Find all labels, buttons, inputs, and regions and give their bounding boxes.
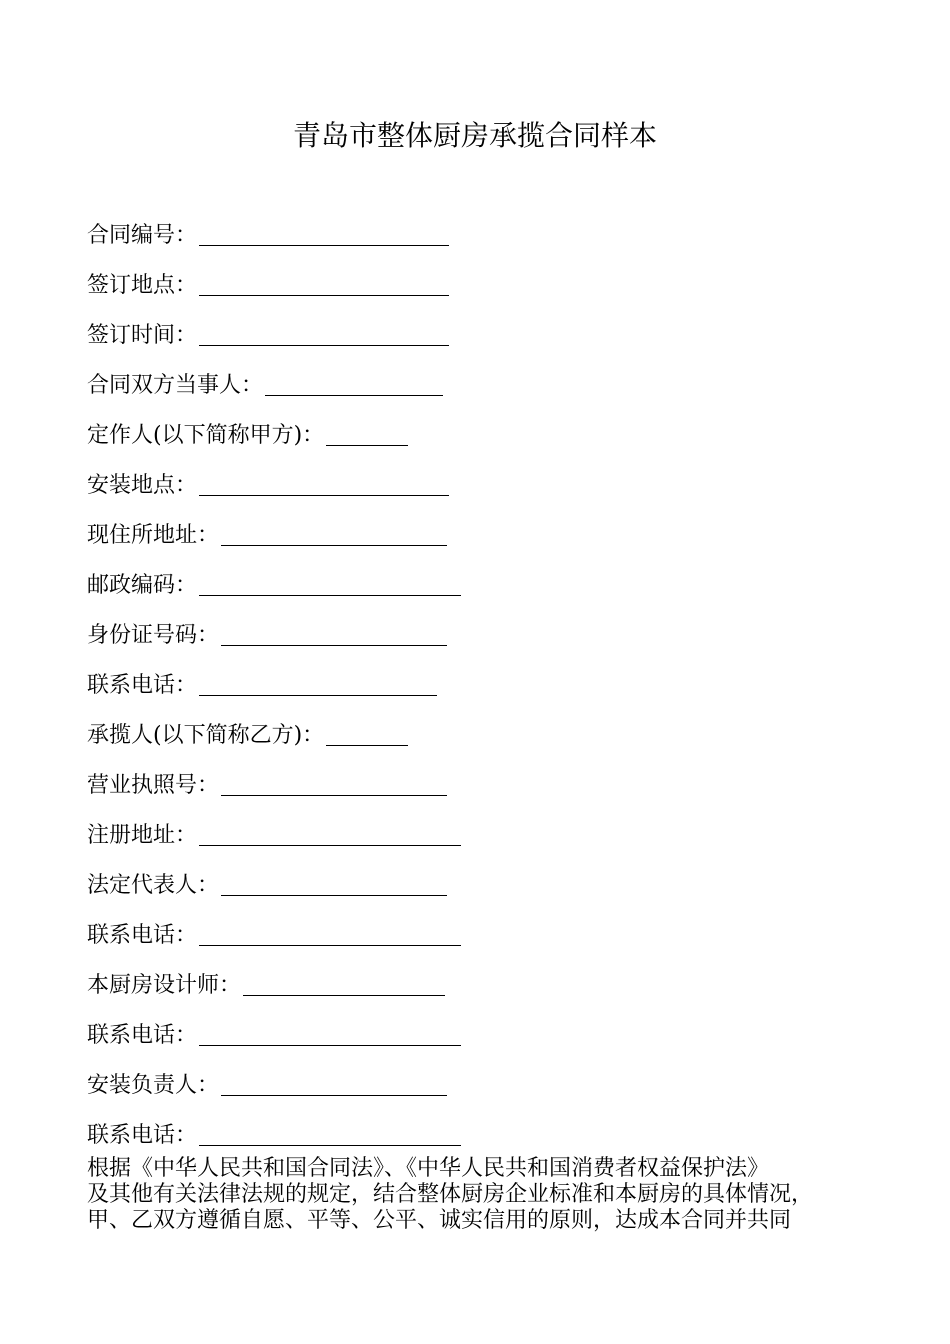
field-label: 安装负责人： [87, 1073, 220, 1098]
field-label: 法定代表人： [87, 873, 220, 898]
blank-line[interactable] [199, 818, 461, 846]
blank-line[interactable] [265, 368, 443, 396]
blank-line[interactable] [221, 868, 447, 896]
field-id-number [87, 618, 867, 668]
field-install-location [87, 468, 867, 518]
field-label: 安装地点： [87, 473, 198, 498]
field-contract-number [87, 218, 867, 268]
blank-line[interactable] [326, 718, 408, 746]
blank-line[interactable] [199, 668, 437, 696]
field-registered-address [87, 818, 867, 868]
field-label: 联系电话： [87, 923, 198, 948]
blank-line[interactable] [221, 618, 447, 646]
blank-line[interactable] [199, 468, 449, 496]
field-label: 营业执照号： [87, 773, 220, 798]
field-phone-b [87, 918, 867, 968]
field-label: 合同编号： [87, 223, 198, 248]
field-label: 现住所地址： [87, 523, 220, 548]
field-parties [87, 368, 867, 418]
field-designer-phone [87, 1018, 867, 1068]
field-label: 联系电话： [87, 673, 198, 698]
preamble-line: 根据《中华人民共和国合同法》、《中华人民共和国消费者权益保护法》 [87, 1156, 770, 1181]
field-label: 本厨房设计师： [87, 973, 242, 998]
blank-line[interactable] [199, 318, 449, 346]
field-label: 承揽人(以下简称乙方)： [87, 723, 325, 748]
field-license-number [87, 768, 867, 818]
field-signing-time [87, 318, 867, 368]
field-legal-representative [87, 868, 867, 918]
field-label: 签订地点： [87, 273, 198, 298]
field-label: 合同双方当事人： [87, 373, 264, 398]
field-signing-place [87, 268, 867, 318]
blank-line[interactable] [199, 1018, 461, 1046]
blank-line[interactable] [221, 1068, 447, 1096]
field-label: 签订时间： [87, 323, 198, 348]
field-label: 身份证号码： [87, 623, 220, 648]
blank-line[interactable] [221, 518, 447, 546]
preamble-paragraph [87, 1156, 867, 1234]
document-title: 青岛市整体厨房承揽合同样本 [292, 119, 657, 152]
field-postal-code [87, 568, 867, 618]
field-label: 联系电话： [87, 1023, 198, 1048]
field-label: 注册地址： [87, 823, 198, 848]
preamble-line: 及其他有关法律法规的规定，结合整体厨房企业标准和本厨房的具体情况， [87, 1182, 814, 1207]
blank-line[interactable] [221, 768, 447, 796]
blank-line[interactable] [326, 418, 408, 446]
blank-line[interactable] [199, 268, 449, 296]
blank-line[interactable] [199, 568, 461, 596]
blank-line[interactable] [199, 918, 461, 946]
field-phone-a [87, 668, 867, 718]
field-label: 联系电话： [87, 1123, 198, 1148]
field-install-manager [87, 1068, 867, 1118]
blank-line[interactable] [243, 968, 445, 996]
field-current-address [87, 518, 867, 568]
contract-fields [87, 218, 867, 1168]
blank-line[interactable] [199, 1118, 461, 1146]
preamble-line: 甲、乙双方遵循自愿、平等、公平、诚实信用的原则，达成本合同并共同 [87, 1208, 792, 1233]
field-party-b [87, 718, 867, 768]
blank-line[interactable] [199, 218, 449, 246]
field-label: 邮政编码： [87, 573, 198, 598]
field-label: 定作人(以下简称甲方)： [87, 423, 325, 448]
field-party-a [87, 418, 867, 468]
field-designer [87, 968, 867, 1018]
